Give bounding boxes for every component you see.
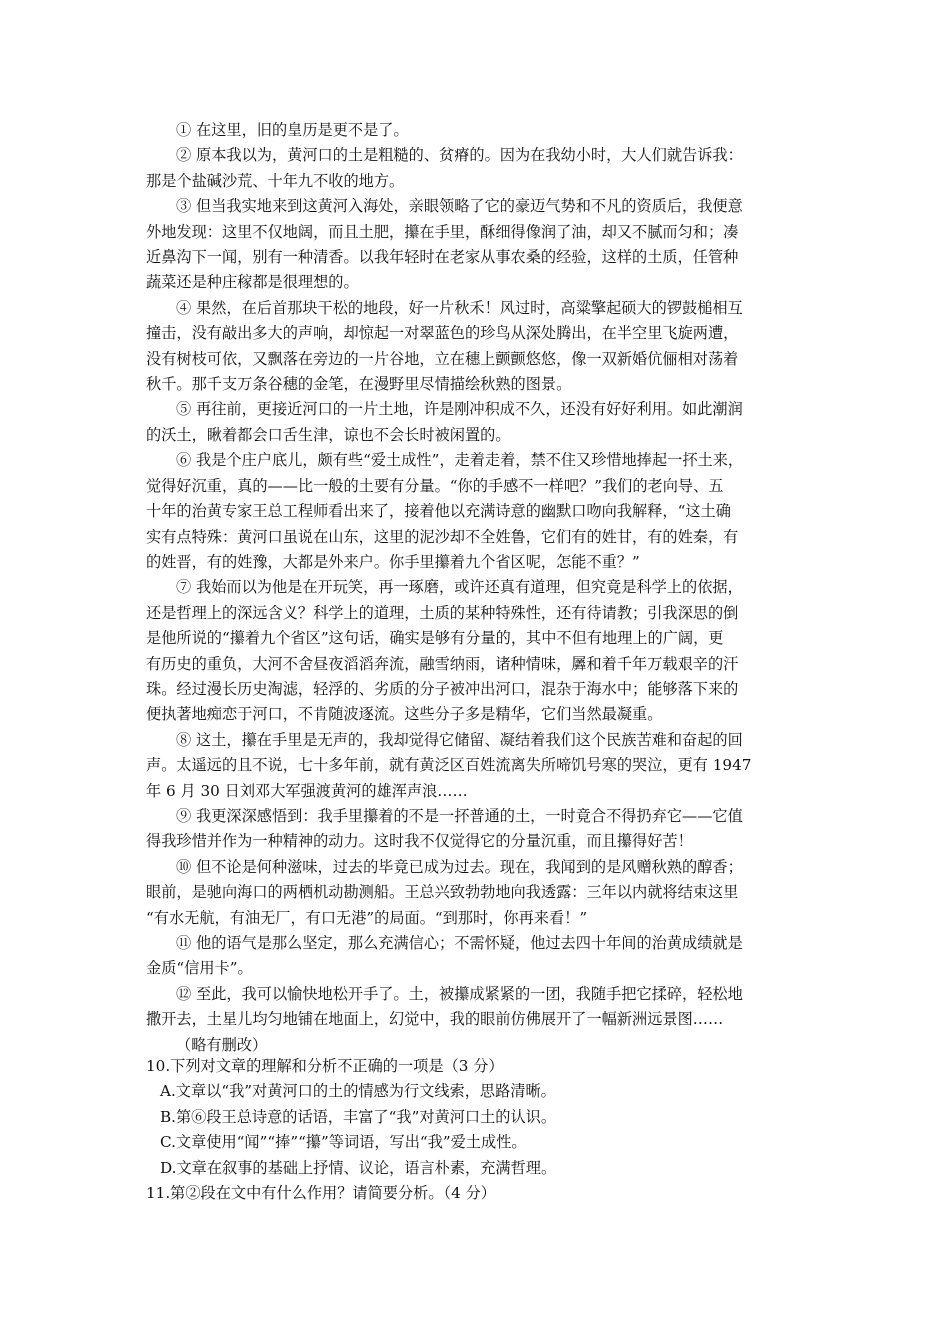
paragraph-line: 的沃土，瞅着都会口舌生津，谅也不会长时被闲置的。 xyxy=(146,425,511,444)
passage-paragraph xyxy=(146,855,811,931)
paragraph-line: “有水无航，有油无厂，有口无港”的局面。“到那时，你再来看！” xyxy=(146,908,588,927)
reading-passage xyxy=(146,118,811,1058)
paragraph-line: 十年的治黄专家王总工程师看出来了，接着他以充满诗意的幽默口吻向我解释，“这土确 xyxy=(146,502,731,521)
paragraph-line: ⑦ 我始而以为他是在开玩笑，再一琢磨，或许还真有道理，但究竟是科学上的依据， xyxy=(176,578,743,597)
passage-paragraph xyxy=(146,296,811,398)
paragraph-line: ⑧ 这土，攥在手里是无声的，我却觉得它储留、凝结着我们这个民族苦难和奋起的回 xyxy=(176,730,743,749)
paragraph-line: ⑥ 我是个庄户底儿，颇有些“爱土成性”，走着走着，禁不住又珍惜地捧起一抔土来， xyxy=(176,451,744,470)
question-10-option-b: B.第⑥段王总诗意的话语，丰富了“我”对黄河口土的认识。 xyxy=(160,1107,557,1126)
paragraph-line: 近鼻沟下一闻，别有一种清香。以我年轻时在老家从事农桑的经验，这样的土质，任管种 xyxy=(146,248,739,267)
paragraph-line: 那是个盐碱沙荒、十年九不收的地方。 xyxy=(146,171,405,190)
question-10-option-a: A.文章以“我”对黄河口的土的情感为行文线索，思路清晰。 xyxy=(160,1082,556,1101)
paragraph-line: ⑨ 我更深深感悟到：我手里攥着的不是一抔普通的土，一时竟合不得扔弃它——它值 xyxy=(176,806,743,825)
paragraph-line: ① 在这里，旧的皇历是更不是了。 xyxy=(176,121,409,139)
paragraph-line: 有历史的重负，大河不舍昼夜滔滔奔流，融雪纳雨，诸种情味，羼和着千年万载艰辛的汗 xyxy=(146,654,739,673)
passage-paragraph xyxy=(146,728,811,804)
paragraph-line: ⑪ 他的语气是那么坚定，那么充满信心；不需怀疑，他过去四十年间的治黄成绩就是 xyxy=(176,934,743,952)
revision-note: （略有删改） xyxy=(176,1035,268,1054)
passage-paragraph xyxy=(146,931,811,982)
paragraph-line: 没有树枝可依，又飘落在旁边的一片谷地，立在穗上颤颤悠悠，像一双新婚伉俪相对荡着 xyxy=(146,349,739,368)
paragraph-line: 眼前，是驰向海口的两栖机动勘测船。王总兴致勃勃地向我透露：三年以内就将结束这里 xyxy=(146,883,739,902)
paragraph-line: ③ 但当我实地来到这黄河入海处，亲眼领略了它的豪迈气势和不凡的资质后，我便意 xyxy=(176,197,743,216)
passage-paragraph xyxy=(146,448,811,575)
paragraph-line: 珠。经过漫长历史淘滤，轻浮的、劣质的分子被冲出河口，混杂于海水中；能够落下来的 xyxy=(146,679,739,698)
paragraph-line: ⑫ 至此，我可以愉快地松开手了。土，被攥成紧紧的一团，我随手把它揉碎，轻松地 xyxy=(176,984,743,1003)
paragraph-line: ④ 果然，在后首那块干松的地段，好一片秋禾！风过时，高粱擎起硕大的锣鼓槌相互 xyxy=(176,298,743,317)
paragraph-line: 实有点特殊：黄河口虽说在山东，这里的泥沙却不全姓鲁，它们有的姓甘，有的姓秦，有 xyxy=(146,527,739,546)
paragraph-line: 的姓晋，有的姓豫，大都是外来户。你手里攥着九个省区呢，怎能不重？” xyxy=(146,552,640,571)
passage-paragraph xyxy=(146,575,811,727)
passage-paragraph xyxy=(146,804,811,855)
question-section xyxy=(146,1054,811,1206)
paragraph-line: 声。太遥远的且不说，七十多年前，就有黄泛区百姓流离失所啼饥号寒的哭泣，更有 1947 xyxy=(146,756,752,775)
paragraph-line: ⑩ 但不论是何种滋味，过去的毕竟已成为过去。现在，我闻到的是风赠秋熟的醇香； xyxy=(176,857,743,876)
paragraph-line: 便执著地痴恋于河口，不肯随波逐流。这些分子多是精华，它们当然最凝重。 xyxy=(146,705,663,724)
paragraph-line: ② 原本我以为，黄河口的土是粗糙的、贫瘠的。因为在我幼小时，大人们就告诉我： xyxy=(176,146,743,165)
paragraph-line: 秋千。那千支万条谷穗的金笔，在漫野里尽情描绘秋熟的图景。 xyxy=(146,375,572,394)
paragraph-line: 撞击，没有敲出多大的声响，却惊起一对翠蓝色的珍鸟从深处腾出，在半空里飞旋两遭， xyxy=(146,324,739,343)
passage-paragraph xyxy=(146,118,811,143)
paragraph-line: 撒开去，土星儿均匀地铺在地面上，幻觉中，我的眼前仿佛展开了一幅新洲远景图…… xyxy=(146,1010,724,1029)
passage-paragraph xyxy=(146,194,811,296)
paragraph-line: 是他所说的“攥着九个省区”这句话，确实是够有分量的，其中不但有地理上的广阔，更 xyxy=(146,629,724,648)
paragraph-line: 觉得好沉重，真的——比一般的土要有分量。“你的手感不一样吧？”我们的老向导、五 xyxy=(146,476,724,495)
paragraph-line: 年 6 月 30 日刘邓大军强渡黄河的雄浑声浪…… xyxy=(146,781,468,800)
passage-paragraph xyxy=(146,982,811,1033)
passage-paragraph xyxy=(146,397,811,448)
paragraph-line: ⑤ 再往前，更接近河口的一片土地，许是刚冲积成不久，还没有好好利用。如此潮润 xyxy=(176,400,743,419)
paragraph-line: 得我珍惜并作为一种精神的动力。这时我不仅觉得它的分量沉重，而且攥得好苦！ xyxy=(146,832,693,851)
question-10-option-d: D.文章在叙事的基础上抒情、议论，语言朴素，充满哲理。 xyxy=(160,1158,557,1177)
question-11: 11.第②段在文中有什么作用？请简要分析。（4 分） xyxy=(146,1184,496,1203)
paragraph-line: 蔬菜还是种庄稼都是很理想的。 xyxy=(146,273,359,292)
paragraph-line: 金质“信用卡”。 xyxy=(146,959,253,978)
question-10-option-c: C.文章使用“闻”“捧”“攥”等词语，写出“我”爱土成性。 xyxy=(160,1133,527,1152)
passage-paragraph xyxy=(146,143,811,194)
paragraph-line: 外地发现：这里不仅地阔，而且土肥，攥在手里，酥细得像润了油，却又不腻而匀和；凑 xyxy=(146,222,739,241)
paragraph-line: 还是哲理上的深远含义？科学上的道理，土质的某种特殊性，还有待请教；引我深思的倒 xyxy=(146,603,739,622)
question-10: 10.下列对文章的理解和分析不正确的一项是（3 分） xyxy=(146,1057,504,1075)
